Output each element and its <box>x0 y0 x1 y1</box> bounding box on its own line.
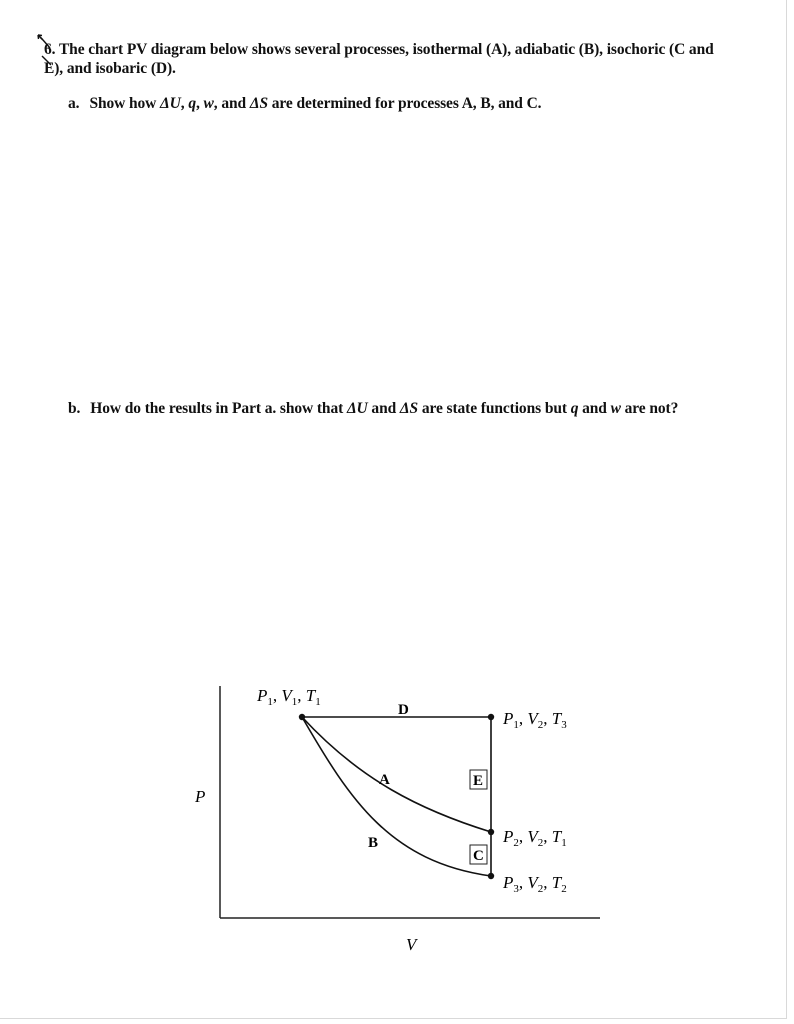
part-a-text-1: Show how <box>89 95 161 112</box>
part-a-text-2: are determined for processes A, B, and C. <box>267 95 542 112</box>
part-a-delta-s: ΔS <box>249 95 268 112</box>
state-point-1 <box>299 714 305 720</box>
process-b-curve <box>302 717 491 876</box>
process-a-curve <box>302 717 491 832</box>
process-label-b: B <box>368 835 379 851</box>
state-label-2: $P_1$, $V_2$, $T_3$ <box>503 709 567 731</box>
state-label-3: $P_2$, $V_2$, $T_1$ <box>503 827 567 849</box>
part-b-delta-s: ΔS <box>399 400 419 417</box>
part-b-text-5: are not? <box>620 400 679 417</box>
part-b-delta-u: ΔU <box>346 400 368 417</box>
part-a-sep-1: , <box>180 95 189 112</box>
part-b-text-3: are state functions but <box>418 400 571 417</box>
state-label-4: $P_3$, $V_2$, $T_2$ <box>503 873 567 895</box>
part-a-label: a. <box>68 95 80 112</box>
process-label-c: C <box>473 848 484 864</box>
state-label-1: $P_1$, $V_1$, $T_1$ <box>257 686 321 708</box>
part-a-q: q <box>188 95 196 112</box>
part-a-sep-2: , <box>195 95 204 112</box>
process-label-d: D <box>398 702 409 718</box>
question-line-2: E), and isobaric (D). <box>44 60 176 77</box>
process-label-e: E <box>473 773 484 789</box>
part-b-label: b. <box>68 400 81 417</box>
part-b-text-1: How do the results in Part a. show that <box>90 400 347 417</box>
question-line-1: The chart PV diagram below shows several processes, isothermal (A), adiabatic (B), isochoric (C and <box>58 41 714 58</box>
x-axis-label: V <box>406 935 417 954</box>
part-b-text-4: and <box>578 400 611 417</box>
part-b-text-2: and <box>367 400 400 417</box>
part-a-w: w <box>203 95 214 112</box>
state-point-4 <box>488 873 494 879</box>
part-a-delta-u: ΔU <box>160 95 181 112</box>
part-b-q: q <box>570 400 579 417</box>
question-number-text: 6. <box>44 41 56 58</box>
state-point-2 <box>488 714 494 720</box>
state-point-3 <box>488 829 494 835</box>
y-axis-label: P <box>195 787 206 806</box>
part-b-w: w <box>610 400 621 417</box>
part-a-sep-3: , and <box>213 95 250 112</box>
process-label-a: A <box>379 772 390 788</box>
